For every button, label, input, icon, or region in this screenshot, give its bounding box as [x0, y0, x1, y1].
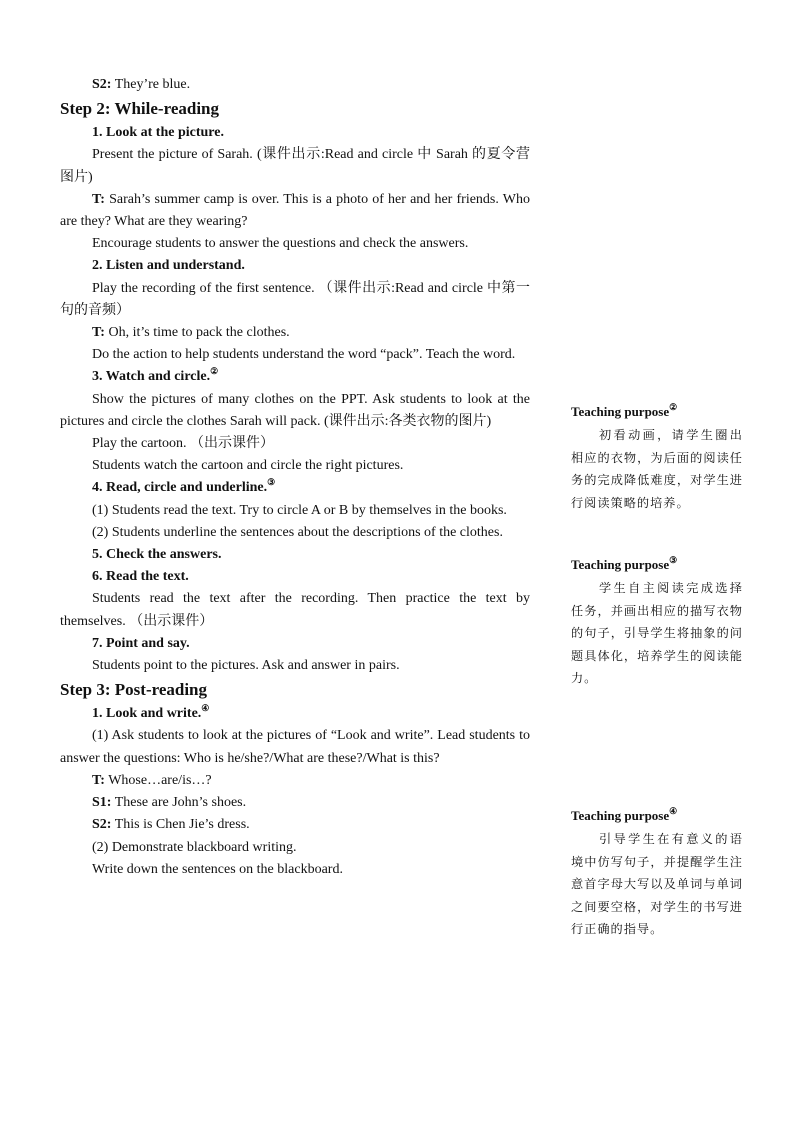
sub-heading: 5. Check the answers. — [92, 547, 222, 563]
sub-heading-text: 1. Look and write. — [92, 706, 202, 722]
paragraph: Play the recording of the first sentence. （课件出示:Read and circle 中第一句的音频） — [60, 280, 530, 318]
paragraph: Present the picture of Sarah. (课件出示:Read and circle 中 Sarah 的夏令营图片) — [60, 147, 530, 185]
sub-heading: 1. Look at the picture. — [92, 125, 224, 141]
dialogue-text: They’re blue. — [111, 77, 191, 92]
speaker-label: S2: — [92, 817, 112, 833]
speaker-label: T: — [92, 772, 105, 788]
note-title — [571, 555, 743, 575]
step-heading: Step 2: While-reading — [60, 99, 219, 119]
sub-heading: 7. Point and say. — [92, 635, 190, 651]
dialogue-line — [60, 814, 530, 836]
speaker-label: T: — [92, 191, 105, 207]
dialogue-line — [60, 322, 530, 344]
paragraph: Students point to the pictures. Ask and answer in pairs. — [92, 658, 400, 674]
speaker-label: T: — [92, 325, 105, 341]
paragraph: Write down the sentences on the blackboard. — [92, 861, 343, 877]
note-body: 初看动画，请学生圈出相应的衣物，为后面的阅读任务的完成降低难度，对学生进行阅读策略的培养。 — [571, 428, 743, 510]
dialogue-text: These are John’s shoes. — [111, 795, 247, 811]
teaching-purpose-note — [571, 402, 743, 514]
paragraph: Do the action to help students understand the word “pack”. Teach the word. — [92, 347, 516, 363]
note-title — [571, 806, 743, 826]
footnote-marker: ③ — [669, 555, 678, 565]
lesson-plan-body — [60, 74, 530, 881]
note-title-text: Teaching purpose — [571, 557, 670, 572]
dialogue-line — [60, 770, 530, 792]
sub-heading: 6. Read the text. — [92, 569, 189, 585]
paragraph: Students watch the cartoon and circle the right pictures. — [92, 458, 404, 474]
dialogue-text: Oh, it’s time to pack the clothes. — [104, 325, 290, 341]
paragraph: (2) Demonstrate blackboard writing. — [92, 839, 297, 855]
dialogue-line — [60, 74, 530, 96]
speaker-label: S2: — [92, 77, 112, 92]
footnote-marker: ④ — [201, 703, 210, 714]
paragraph: (2) Students underline the sentences about the descriptions of the clothes. — [92, 524, 503, 540]
dialogue-text: Whose…are/is…? — [104, 772, 212, 788]
paragraph: Play the cartoon. （出示课件） — [92, 436, 274, 452]
dialogue-text: This is Chen Jie’s dress. — [111, 817, 250, 833]
note-title-text: Teaching purpose — [571, 404, 670, 419]
sub-heading: 2. Listen and understand. — [92, 258, 245, 274]
dialogue-line — [60, 189, 530, 233]
note-title — [571, 402, 743, 422]
sub-heading-text: 4. Read, circle and underline. — [92, 480, 268, 496]
footnote-marker: ③ — [267, 477, 276, 488]
step-heading: Step 3: Post-reading — [60, 680, 208, 700]
paragraph: Show the pictures of many clothes on the PPT. Ask students to look at the pictures and circle the clothes Sarah will pack. (课件出示:各类衣物的图片) — [60, 391, 530, 429]
sub-heading-text: 3. Watch and circle. — [92, 369, 211, 385]
paragraph: Encourage students to answer the questions and check the answers. — [92, 236, 469, 252]
sub-heading — [60, 366, 530, 388]
paragraph: (1) Students read the text. Try to circle A or B by themselves in the books. — [92, 502, 507, 518]
paragraph: Students read the text after the recording. Then practice the text by themselves. （出示课件） — [60, 591, 530, 629]
teaching-purpose-note — [571, 806, 743, 941]
sub-heading — [60, 703, 530, 725]
paragraph: (1) Ask students to look at the pictures of “Look and write”. Lead students to answer the questions: Who is he/she?/What are these?/What is this? — [60, 728, 530, 766]
footnote-marker: ④ — [669, 806, 678, 816]
note-title-text: Teaching purpose — [571, 808, 670, 823]
note-body: 学生自主阅读完成选择任务，并画出相应的描写衣物的句子，引导学生将抽象的问题具体化，培养学生的阅读能力。 — [571, 581, 743, 685]
footnote-marker: ② — [669, 402, 678, 412]
speaker-label: S1: — [92, 795, 112, 811]
dialogue-line — [60, 792, 530, 814]
dialogue-text: Sarah’s summer camp is over. This is a photo of her and her friends. Who are they? What are they wearing? — [60, 191, 530, 230]
teaching-purpose-note — [571, 555, 743, 690]
note-body: 引导学生在有意义的语境中仿写句子，并提醒学生注意首字母大写以及单词与单词之间要空格，对学生的书写进行正确的指导。 — [571, 832, 743, 936]
footnote-marker: ② — [210, 366, 219, 377]
sub-heading — [60, 477, 530, 499]
